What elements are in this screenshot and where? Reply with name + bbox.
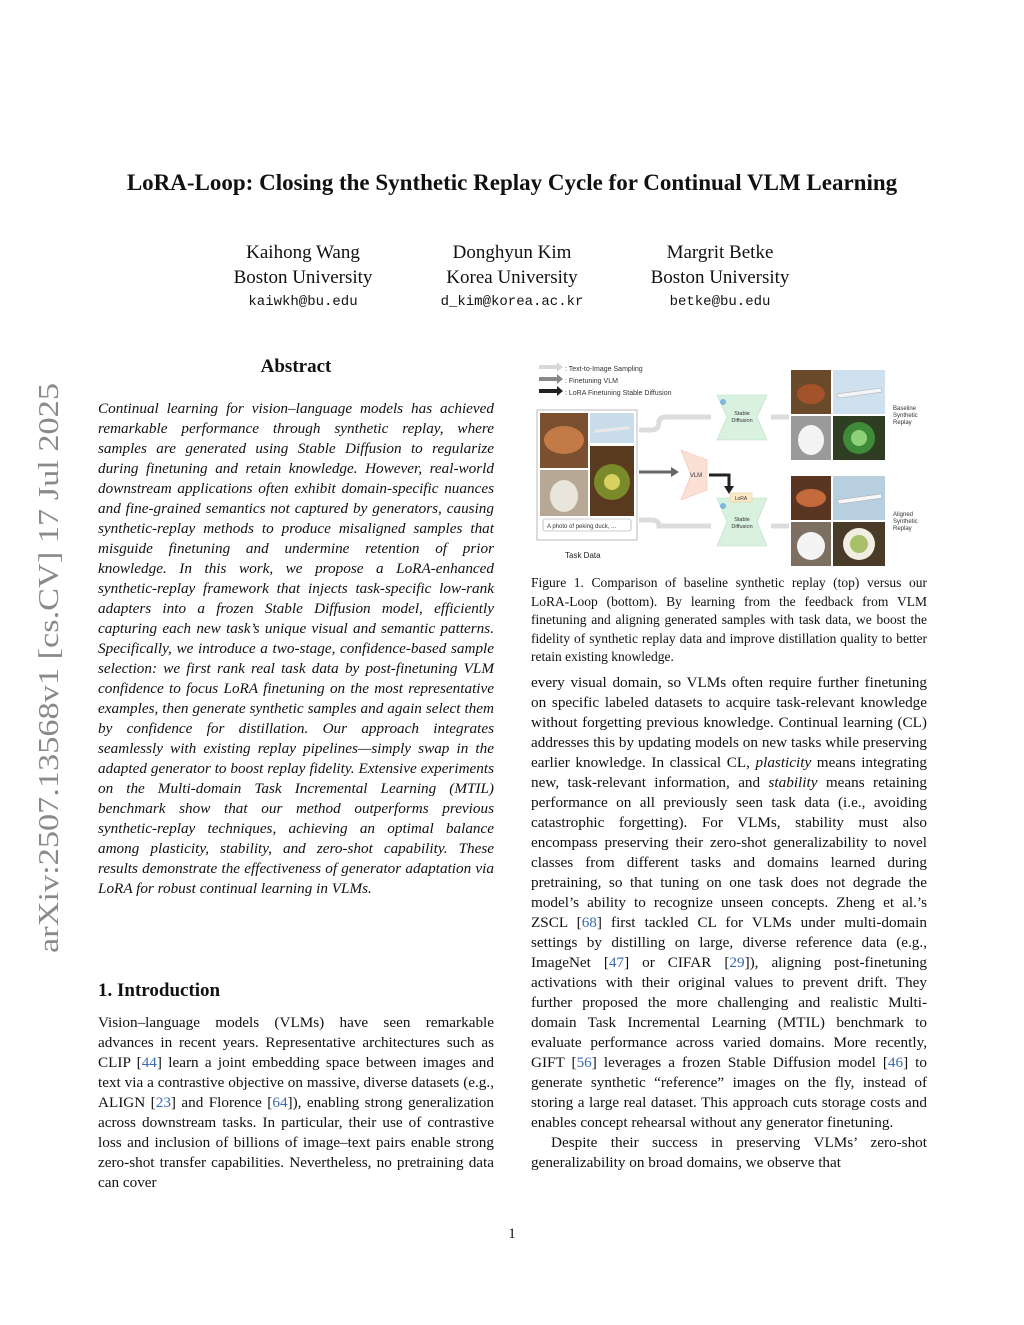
aligned-label-line2: Synthetic: [893, 519, 918, 525]
soup-highlight-shape: [850, 535, 868, 553]
soup-highlight-shape: [851, 430, 867, 446]
figure-1-diagram: [531, 360, 931, 568]
text-run: ] or CIFAR [: [624, 954, 730, 971]
legend-arrow-finetune-vlm: [539, 377, 557, 381]
vlm-block: [681, 450, 734, 500]
baseline-label-line3: Replay: [893, 420, 912, 426]
citation-link[interactable]: 23: [155, 1094, 171, 1111]
citation-link[interactable]: 44: [141, 1054, 157, 1071]
duck-dish-shape: [544, 426, 584, 454]
page-number: 1: [508, 1226, 516, 1242]
sampling-arrow-top: [639, 417, 711, 430]
text-run: means integrating new, task-relevant information, and: [531, 754, 927, 791]
text-run: every visual domain, so VLMs often require further finetuning on specific labeled datasets to acquire task-relevant knowledge without forgetting previous knowledge. Continual learning (CL) addresses this by updating models on new tasks while preserving earlier knowledge. In classical CL,: [531, 674, 927, 771]
text-run: ] and Florence [: [170, 1094, 273, 1111]
sd-label-line2: Diffusion: [731, 418, 753, 424]
arrow-head-icon: [671, 467, 679, 477]
right-column-text: [531, 673, 927, 1173]
arrow-head-icon: [557, 386, 563, 396]
citation-link[interactable]: 56: [576, 1054, 592, 1071]
legend-label: : LoRA Finetuning Stable Diffusion: [565, 390, 672, 397]
author-block-2: [402, 240, 622, 314]
text-run: ]), aligning post-finetuning activations with their original values to prevent drift. They further proposed the more challenging and realistic Multi-domain Task Incremental Learning (MTIL) benchmark to evaluate performance across varied domains. More recently, GIFT [: [531, 954, 927, 1071]
arxiv-stamp: [20, 375, 70, 955]
stable-diffusion-top: [717, 395, 767, 440]
sampling-arrow-bottom: [639, 520, 711, 526]
task-data-panel: [537, 410, 637, 560]
aligned-label-line3: Replay: [893, 526, 912, 532]
citation-link[interactable]: 47: [608, 954, 625, 971]
intro-paragraph: [98, 1013, 494, 1193]
author-name: Kaihong Wang: [246, 242, 360, 263]
arrow-head-icon: [557, 362, 563, 372]
term-stability: stability: [768, 774, 818, 791]
section-heading-introduction: 1. Introduction: [98, 980, 221, 1001]
task-data-label: Task Data: [565, 551, 601, 560]
cat-shape: [797, 532, 825, 560]
citation-link[interactable]: 46: [887, 1054, 904, 1071]
vlm-label: VLM: [689, 473, 703, 479]
legend-label: : Finetuning VLM: [565, 378, 618, 385]
author-block-1: [193, 240, 413, 314]
author-email[interactable]: kaiwkh@bu.edu: [248, 294, 358, 310]
citation-link[interactable]: 68: [581, 914, 597, 931]
sd-label-line2: Diffusion: [731, 524, 753, 530]
aligned-synthetic-images: [791, 476, 918, 566]
baseline-label-line2: Synthetic: [893, 413, 918, 419]
figure-1: [531, 360, 931, 568]
baseline-synthetic-images: [791, 370, 918, 460]
citation-link[interactable]: 64: [272, 1094, 288, 1111]
abstract-text: Continual learning for vision–language models has achieved remarkable performance through synthetic replay, where samples are generated using Stable Diffusion to regularize during finetuning and retain knowledge. However, real-world downstream applications often exhibit domain-specific nuances and fine-grained semantics not captured by generators, causing synthetic-replay methods to produce misaligned samples that misguide finetuning and undermine retention of prior knowledge. In this work, we propose a LoRA-enhanced synthetic-replay framework that injects task-specific low-rank adapters into a frozen Stable Diffusion model, efficiently capturing each new task’s unique visual and semantic patterns. Specifically, we introduce a two-stage, confidence-based sample selection: we first rank real task data by post-finetuning VLM confidence to focus LoRA finetuning on the most representative examples, then generate synthetic samples and again select them by confidence for distillation. Our approach integrates seamlessly with existing replay pipelines—simply swap in the adapted generator to boost replay fidelity. Extensive experiments on the Multi-domain Task Incremental Learning (MTIL) benchmark show that our method outperforms previous synthetic-replay techniques, achieving an optimal balance among plasticity, stability, and zero-shot capability. These results demonstrate the effectiveness of generator adaptation via LoRA for robust continual learning in VLMs.: [98, 400, 494, 897]
term-plasticity: plasticity: [755, 754, 812, 771]
author-affiliation: Boston University: [650, 267, 790, 288]
snowflake-icon: [720, 399, 726, 405]
text-run: ] learn a joint embedding space between images and text via a contrastive objective on massive, diverse datasets (e.g., ALIGN [: [98, 1054, 494, 1111]
figure-1-caption: Figure 1. Comparison of baseline synthetic replay (top) versus our LoRA-Loop (bottom). By learning from the feedback from VLM finetuning and aligning generated samples with task data, we boost the fidelity of synthetic replay data and improve distillation quality to better retain existing knowledge.: [531, 575, 927, 664]
cat-shape: [798, 425, 824, 455]
author-email[interactable]: d_kim@korea.ac.kr: [440, 294, 584, 310]
stable-diffusion-bottom: [717, 493, 767, 546]
author-name: Margrit Betke: [666, 242, 774, 263]
author-block-3: [610, 240, 830, 314]
duck-shape: [797, 384, 825, 404]
soup-highlight-shape: [604, 474, 620, 490]
author-affiliation: Korea University: [446, 267, 578, 288]
cat-shape: [550, 480, 578, 512]
aligned-label-line1: Aligned: [893, 512, 914, 518]
legend-label: : Text-to-Image Sampling: [565, 366, 643, 373]
author-affiliation: Boston University: [233, 267, 373, 288]
snowflake-icon: [720, 503, 726, 509]
prompt-text: A photo of peking duck, ...: [547, 524, 617, 530]
arxiv-stamp-text: arXiv:2507.13568v1 [cs.CV] 17 Jul 2025: [34, 487, 65, 953]
text-run: ] first tackled CL for VLMs under multi-domain settings by distilling on large, diverse reference data (e.g., ImageNet [: [531, 914, 927, 971]
text-run: ] leverages a frozen Stable Diffusion model [: [591, 1054, 888, 1071]
lora-label: LoRA: [734, 496, 748, 502]
legend-arrow-sampling: [539, 365, 557, 369]
figure-legend: [539, 362, 672, 397]
baseline-label-line1: Baseline: [893, 406, 917, 412]
author-email[interactable]: betke@bu.edu: [669, 294, 771, 310]
right-paragraph-1: [531, 673, 927, 1133]
legend-arrow-lora: [539, 389, 557, 393]
text-run: Vision–language models (VLMs) have seen remarkable advances in recent years. Representative architectures such as CLIP [: [98, 1014, 494, 1071]
lora-arrow: [709, 475, 729, 486]
sd-label-line1: Stable: [734, 411, 750, 417]
citation-link[interactable]: 29: [729, 954, 745, 971]
abstract-heading: Abstract: [260, 356, 332, 377]
arxiv-stamp-svg: [20, 375, 70, 955]
right-paragraph-2: Despite their success in preserving VLMs’ zero-shot generalizability on broad domains, we observe that: [531, 1134, 927, 1171]
arrow-head-icon: [557, 374, 563, 384]
author-name: Donghyun Kim: [452, 242, 572, 263]
paper-title: LoRA-Loop: Closing the Synthetic Replay Cycle for Continual VLM Learning: [126, 170, 898, 195]
intro-paragraph-1: [98, 1013, 494, 1193]
text-run: means retaining performance on all previously seen task data (i.e., avoiding catastrophic forgetting). For VLMs, stability must also encompass preserving their zero-shot generalizability to novel classes from different tasks and domains learned during pretraining, so that tuning on one task does not degrade the model’s ability to recognize unseen concepts. Zheng et al.’s ZSCL [: [531, 774, 927, 931]
sd-label-line1: Stable: [734, 517, 750, 523]
duck-shape: [796, 489, 826, 507]
text-run: ] to generate synthetic “reference” images on the fly, instead of storing a large real dataset. This approach cuts storage costs and enables concept rehearsal without any generator finetuning.: [531, 1054, 927, 1131]
text-run: ]), enabling strong generalization across downstream tasks. In particular, their use of contrastive loss and inclusion of billions of image–text pairs enable strong zero-shot transfer capabilities. Nevertheless, no pretraining data can cover: [98, 1094, 494, 1191]
